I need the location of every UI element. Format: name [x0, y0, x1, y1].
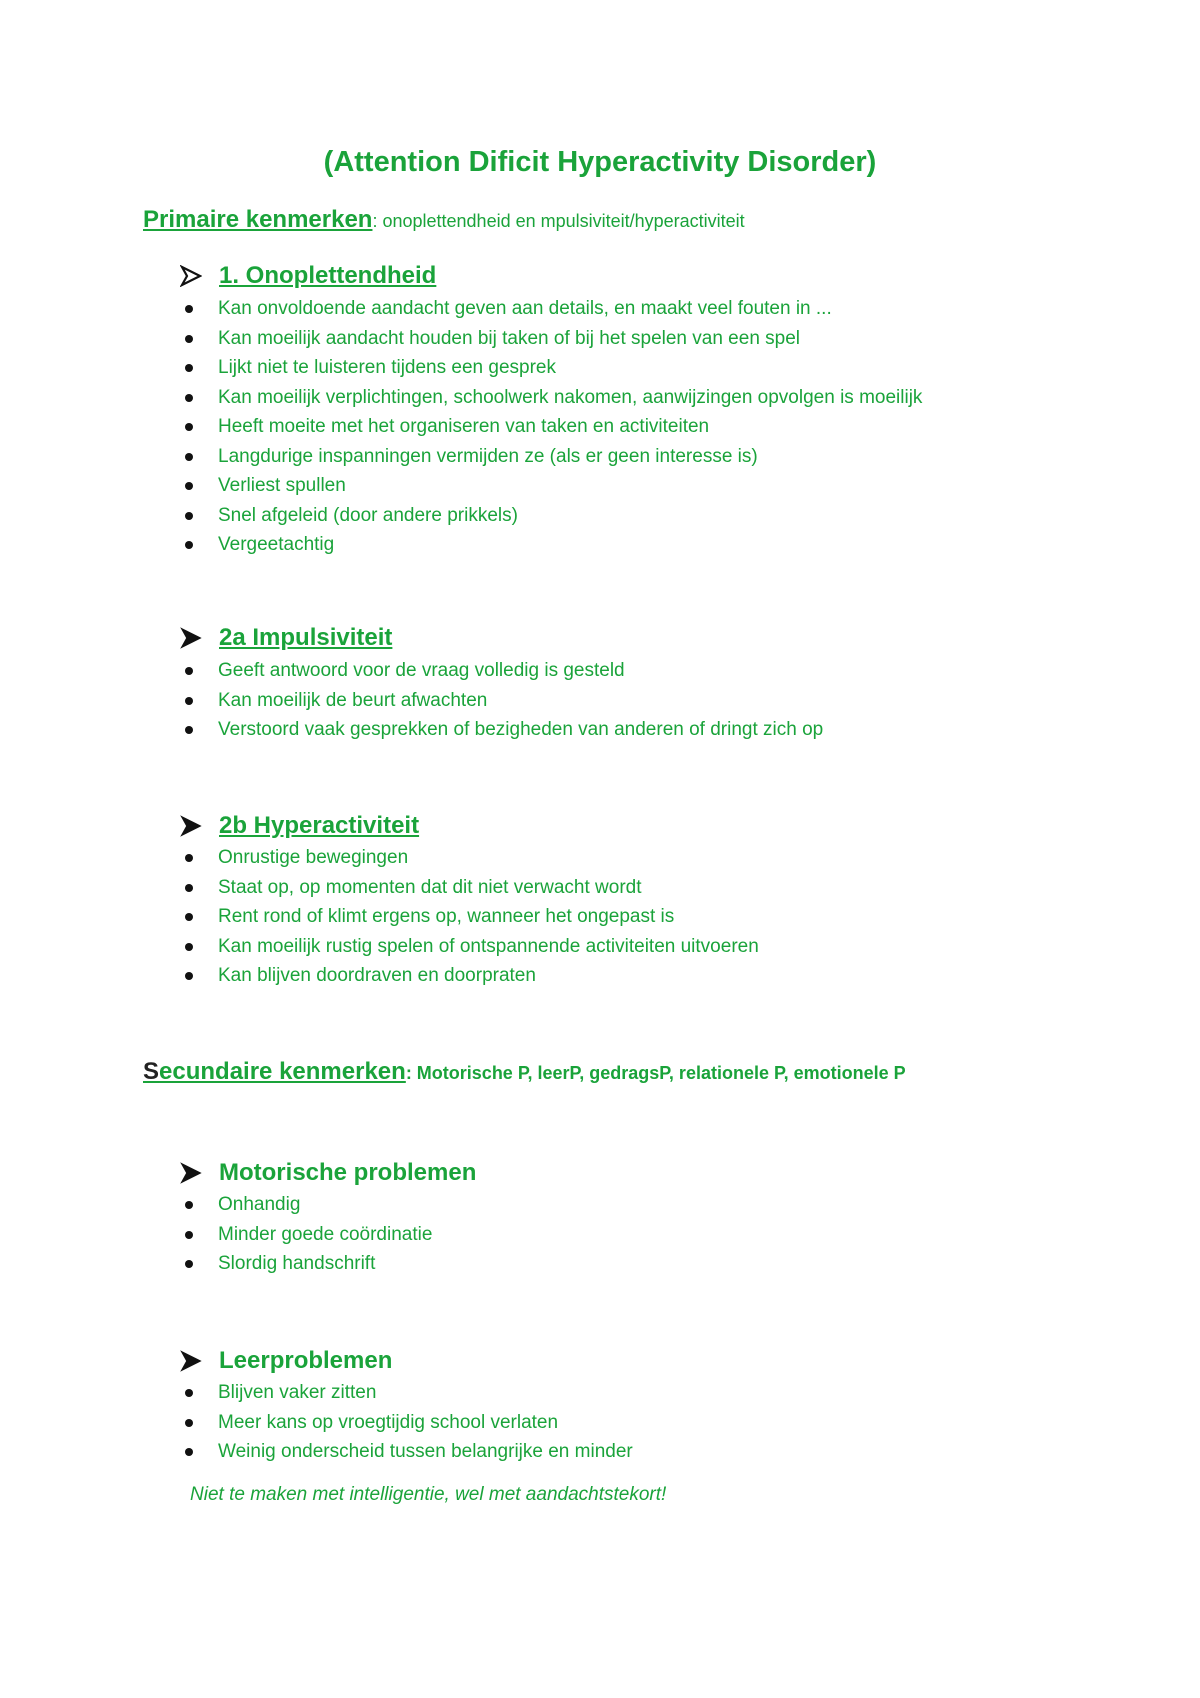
bullet-dot	[185, 541, 193, 549]
section-title: 2b Hyperactiviteit	[219, 812, 420, 839]
bullet-dot	[185, 423, 193, 431]
bullet-dot	[185, 1260, 193, 1268]
page-title: (Attention Dificit Hyperactivity Disorder)	[323, 146, 877, 178]
bullet-dot	[185, 943, 193, 951]
arrowhead-bullet-icon	[180, 627, 202, 649]
bullet-dot	[185, 394, 193, 402]
section-heading-row	[180, 1346, 392, 1376]
list-item: Slordig handschrift	[180, 1249, 432, 1279]
bullet-dot	[185, 1448, 193, 1456]
section-heading-row	[180, 1158, 476, 1188]
section-heading-row	[180, 623, 392, 653]
secondary-heading: Secundaire kenmerken	[143, 1058, 406, 1085]
primary-characteristics-line	[143, 206, 745, 234]
bullet-dot	[185, 364, 193, 372]
list-item: Kan moeilijk aandacht houden bij taken of bij het spelen van een spel	[180, 324, 922, 354]
list-item: Verstoord vaak gesprekken of bezigheden van anderen of dringt zich op	[180, 715, 823, 745]
arrowhead-bullet-icon	[180, 1350, 202, 1372]
bullet-dot	[185, 726, 193, 734]
list-item: Onrustige bewegingen	[180, 843, 759, 873]
section-heading-row	[180, 261, 436, 291]
list-item: Minder goede coördinatie	[180, 1220, 432, 1250]
bullet-dot	[185, 913, 193, 921]
list-item: Verliest spullen	[180, 471, 922, 501]
bullet-dot	[185, 667, 193, 675]
bullet-dot	[185, 512, 193, 520]
bullet-dot	[185, 1419, 193, 1427]
list-item: Staat op, op momenten dat dit niet verwacht wordt	[180, 873, 759, 903]
bullet-list	[180, 1378, 633, 1467]
bullet-dot	[185, 972, 193, 980]
section-title: 2a Impulsiviteit	[219, 624, 393, 651]
section-title: 1. Onoplettendheid	[219, 262, 437, 289]
list-item: Kan moeilijk de beurt afwachten	[180, 686, 823, 716]
section-title: Motorische problemen	[219, 1159, 477, 1186]
list-item: Kan blijven doordraven en doorpraten	[180, 961, 759, 991]
list-item: Geeft antwoord voor de vraag volledig is gesteld	[180, 656, 823, 686]
bullet-dot	[185, 453, 193, 461]
list-item: Weinig onderscheid tussen belangrijke en minder	[180, 1437, 633, 1467]
section-heading-row	[180, 811, 419, 841]
list-item: Blijven vaker zitten	[180, 1378, 633, 1408]
bullet-dot	[185, 697, 193, 705]
list-item: Rent rond of klimt ergens op, wanneer het ongepast is	[180, 902, 759, 932]
arrowhead-bullet-icon	[180, 1162, 202, 1184]
list-item: Onhandig	[180, 1190, 432, 1220]
list-item: Lijkt niet te luisteren tijdens een gesprek	[180, 353, 922, 383]
bullet-dot	[185, 305, 193, 313]
bullet-list	[180, 843, 759, 991]
list-item: Meer kans op vroegtijdig school verlaten	[180, 1408, 633, 1438]
arrowhead-bullet-icon	[180, 815, 202, 837]
bullet-dot	[185, 335, 193, 343]
list-item: Snel afgeleid (door andere prikkels)	[180, 501, 922, 531]
primary-heading: Primaire kenmerken	[143, 206, 373, 233]
secondary-characteristics-line	[143, 1058, 906, 1086]
list-item: Heeft moeite met het organiseren van taken en activiteiten	[180, 412, 922, 442]
bullet-dot	[185, 1389, 193, 1397]
bullet-dot	[185, 482, 193, 490]
bullet-dot	[185, 854, 193, 862]
list-item: Kan moeilijk verplichtingen, schoolwerk nakomen, aanwijzingen opvolgen is moeilijk	[180, 383, 922, 413]
bullet-list	[180, 1190, 432, 1279]
list-item: Kan moeilijk rustig spelen of ontspannende activiteiten uitvoeren	[180, 932, 759, 962]
primary-summary: : onoplettendheid en mpulsiviteit/hyperactiviteit	[372, 211, 745, 231]
list-item: Vergeetachtig	[180, 530, 922, 560]
secondary-summary: : Motorische P, leerP, gedragsP, relationele P, emotionele P	[405, 1063, 906, 1083]
bullet-list	[180, 656, 823, 745]
footnote: Niet te maken met intelligentie, wel met aandachtstekort!	[190, 1484, 667, 1505]
bullet-dot	[185, 1201, 193, 1209]
bullet-dot	[185, 1231, 193, 1239]
list-item: Langdurige inspanningen vermijden ze (als er geen interesse is)	[180, 442, 922, 472]
section-title: Leerproblemen	[219, 1347, 393, 1374]
bullet-list	[180, 294, 922, 560]
arrowhead-bullet-icon	[180, 265, 202, 287]
list-item: Kan onvoldoende aandacht geven aan details, en maakt veel fouten in ...	[180, 294, 922, 324]
bullet-dot	[185, 884, 193, 892]
